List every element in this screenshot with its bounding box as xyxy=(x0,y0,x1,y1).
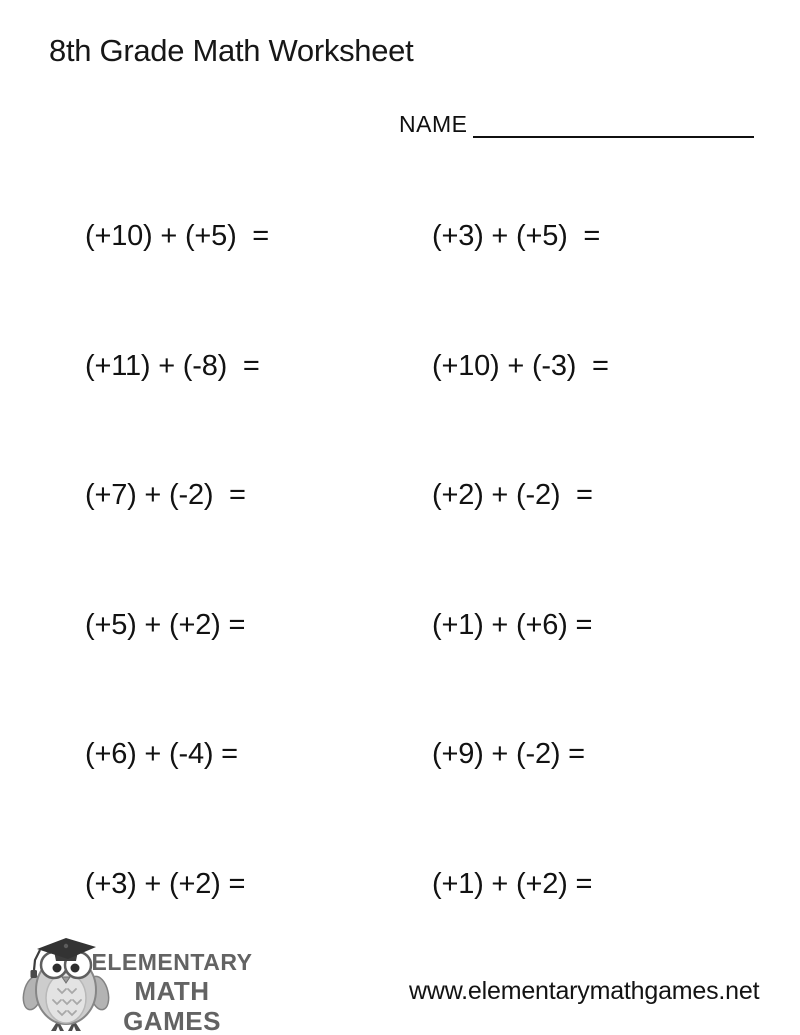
problem-row xyxy=(0,867,800,901)
problem-row xyxy=(0,478,800,512)
problem-expression: (+5) + (+2) = xyxy=(85,609,246,641)
problem-expression: (+1) + (+2) = xyxy=(432,868,593,900)
problem-expression: (+9) + (-2) = xyxy=(432,738,585,770)
problem-expression: (+6) + (-4) = xyxy=(85,738,238,770)
logo-line1: ELEMENTARY xyxy=(91,949,253,975)
problem-row xyxy=(0,219,800,253)
problem-expression: (+7) + (-2) = xyxy=(85,479,246,511)
problem-expression: (+10) + (-3) = xyxy=(432,350,609,382)
website-url: www.elementarymathgames.net xyxy=(409,977,760,1005)
problem-expression: (+10) + (+5) = xyxy=(85,220,269,252)
name-blank-line xyxy=(473,110,754,138)
problem-row xyxy=(0,349,800,383)
problem-row xyxy=(0,608,800,642)
problem-expression: (+11) + (-8) = xyxy=(85,350,260,382)
problem-expression: (+3) + (+2) = xyxy=(85,868,246,900)
problem-expression: (+2) + (-2) = xyxy=(432,479,593,511)
name-label: NAME xyxy=(399,111,468,137)
problem-row xyxy=(0,737,800,771)
page-title: 8th Grade Math Worksheet xyxy=(49,33,414,68)
problem-expression: (+3) + (+5) = xyxy=(432,220,601,252)
logo-wordmark xyxy=(84,949,260,1035)
logo-line2: MATH GAMES xyxy=(123,976,221,1035)
name-row xyxy=(399,110,754,144)
problem-expression: (+1) + (+6) = xyxy=(432,609,593,641)
